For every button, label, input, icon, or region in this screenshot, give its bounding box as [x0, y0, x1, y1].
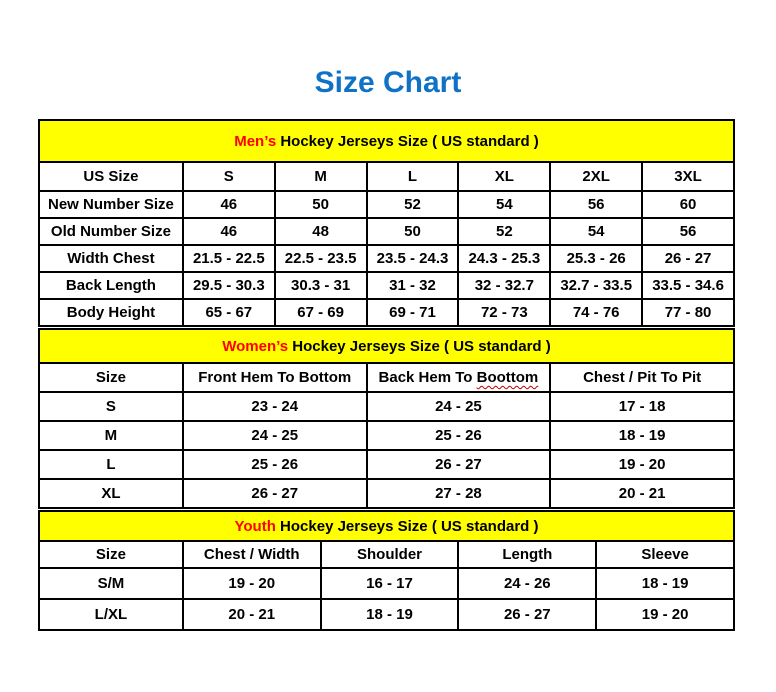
- table-row: [39, 568, 734, 599]
- table-cell: 25 - 26: [367, 421, 551, 450]
- row-label: Width Chest: [39, 245, 183, 272]
- table-cell: 24 - 26: [458, 568, 596, 599]
- table-cell: 25.3 - 26: [550, 245, 642, 272]
- row-label: S/M: [39, 568, 183, 599]
- table-cell: 50: [275, 191, 367, 218]
- table-row: [39, 599, 734, 630]
- table-cell: 67 - 69: [275, 299, 367, 326]
- column-header: Size: [39, 541, 183, 568]
- table-row: [39, 421, 734, 450]
- banner-highlight: Youth: [234, 517, 276, 535]
- table-cell: 56: [550, 191, 642, 218]
- row-label: Back Length: [39, 272, 183, 299]
- banner-text: Hockey Jerseys Size ( US standard ): [288, 337, 551, 355]
- table-cell: 18 - 19: [596, 568, 734, 599]
- column-header: S: [183, 162, 275, 191]
- table-cell: 23 - 24: [183, 392, 367, 421]
- column-header: US Size: [39, 162, 183, 191]
- table-cell: 52: [458, 218, 550, 245]
- column-header: Sleeve: [596, 541, 734, 568]
- column-header: Length: [458, 541, 596, 568]
- column-header: M: [275, 162, 367, 191]
- table-cell: 25 - 26: [183, 450, 367, 479]
- table-row: [39, 479, 734, 508]
- table-cell: 19 - 20: [550, 450, 734, 479]
- column-header: XL: [458, 162, 550, 191]
- table-cell: 52: [367, 191, 459, 218]
- table-cell: 21.5 - 22.5: [183, 245, 275, 272]
- table-cell: 29.5 - 30.3: [183, 272, 275, 299]
- womens-banner: [39, 329, 734, 363]
- table-cell: 65 - 67: [183, 299, 275, 326]
- table-row: [39, 245, 734, 272]
- banner-highlight: Women’s: [222, 337, 289, 355]
- youth-header-row: [39, 541, 734, 568]
- table-cell: 18 - 19: [321, 599, 459, 630]
- table-row: [39, 450, 734, 479]
- table-cell: 19 - 20: [183, 568, 321, 599]
- mens-header-row: [39, 162, 734, 191]
- womens-header-row: [39, 363, 734, 392]
- row-label: New Number Size: [39, 191, 183, 218]
- table-cell: 32.7 - 33.5: [550, 272, 642, 299]
- table-cell: 24 - 25: [367, 392, 551, 421]
- row-label: Body Height: [39, 299, 183, 326]
- table-cell: 18 - 19: [550, 421, 734, 450]
- column-header: Chest / Width: [183, 541, 321, 568]
- table-cell: 24.3 - 25.3: [458, 245, 550, 272]
- column-header: Chest / Pit To Pit: [550, 363, 734, 392]
- row-label: L/XL: [39, 599, 183, 630]
- table-cell: 26 - 27: [183, 479, 367, 508]
- table-row: [39, 191, 734, 218]
- table-cell: 19 - 20: [596, 599, 734, 630]
- table-row: [39, 392, 734, 421]
- table-cell: 27 - 28: [367, 479, 551, 508]
- table-row: [39, 218, 734, 245]
- youth-banner-row: [39, 511, 734, 541]
- row-label: M: [39, 421, 183, 450]
- table-cell: 50: [367, 218, 459, 245]
- row-label: L: [39, 450, 183, 479]
- table-cell: 26 - 27: [642, 245, 734, 272]
- column-header: Back Hem To Boottom: [367, 363, 551, 392]
- youth-size-table: [38, 510, 735, 631]
- banner-text: Hockey Jerseys Size ( US standard ): [276, 132, 539, 150]
- mens-size-table: [38, 119, 735, 327]
- table-cell: 74 - 76: [550, 299, 642, 326]
- mens-banner-row: [39, 120, 734, 162]
- table-cell: 20 - 21: [183, 599, 321, 630]
- misspelled-word: Boottom: [476, 369, 539, 386]
- table-cell: 48: [275, 218, 367, 245]
- table-cell: 16 - 17: [321, 568, 459, 599]
- row-label: Old Number Size: [39, 218, 183, 245]
- row-label: S: [39, 392, 183, 421]
- table-cell: 46: [183, 191, 275, 218]
- column-header: Shoulder: [321, 541, 459, 568]
- tables: [38, 119, 735, 631]
- table-cell: 32 - 32.7: [458, 272, 550, 299]
- table-cell: 46: [183, 218, 275, 245]
- youth-banner: [39, 511, 734, 541]
- table-row: [39, 299, 734, 326]
- table-cell: 69 - 71: [367, 299, 459, 326]
- table-cell: 60: [642, 191, 734, 218]
- column-header: Front Hem To Bottom: [183, 363, 367, 392]
- table-cell: 56: [642, 218, 734, 245]
- column-header: L: [367, 162, 459, 191]
- table-cell: 20 - 21: [550, 479, 734, 508]
- table-cell: 26 - 27: [367, 450, 551, 479]
- table-cell: 54: [458, 191, 550, 218]
- table-cell: 17 - 18: [550, 392, 734, 421]
- mens-banner: [39, 120, 734, 162]
- table-cell: 30.3 - 31: [275, 272, 367, 299]
- table-cell: 26 - 27: [458, 599, 596, 630]
- table-cell: 23.5 - 24.3: [367, 245, 459, 272]
- column-header: Size: [39, 363, 183, 392]
- table-cell: 54: [550, 218, 642, 245]
- table-cell: 33.5 - 34.6: [642, 272, 734, 299]
- womens-size-table: [38, 328, 735, 509]
- womens-banner-row: [39, 329, 734, 363]
- banner-text: Hockey Jerseys Size ( US standard ): [275, 517, 539, 535]
- row-label: XL: [39, 479, 183, 508]
- table-cell: 24 - 25: [183, 421, 367, 450]
- table-cell: 72 - 73: [458, 299, 550, 326]
- column-header: 2XL: [550, 162, 642, 191]
- table-row: [39, 272, 734, 299]
- banner-highlight: Men’s: [234, 132, 277, 150]
- table-cell: 31 - 32: [367, 272, 459, 299]
- table-cell: 77 - 80: [642, 299, 734, 326]
- page-title: Size Chart: [314, 66, 462, 99]
- column-header: 3XL: [642, 162, 734, 191]
- table-cell: 22.5 - 23.5: [275, 245, 367, 272]
